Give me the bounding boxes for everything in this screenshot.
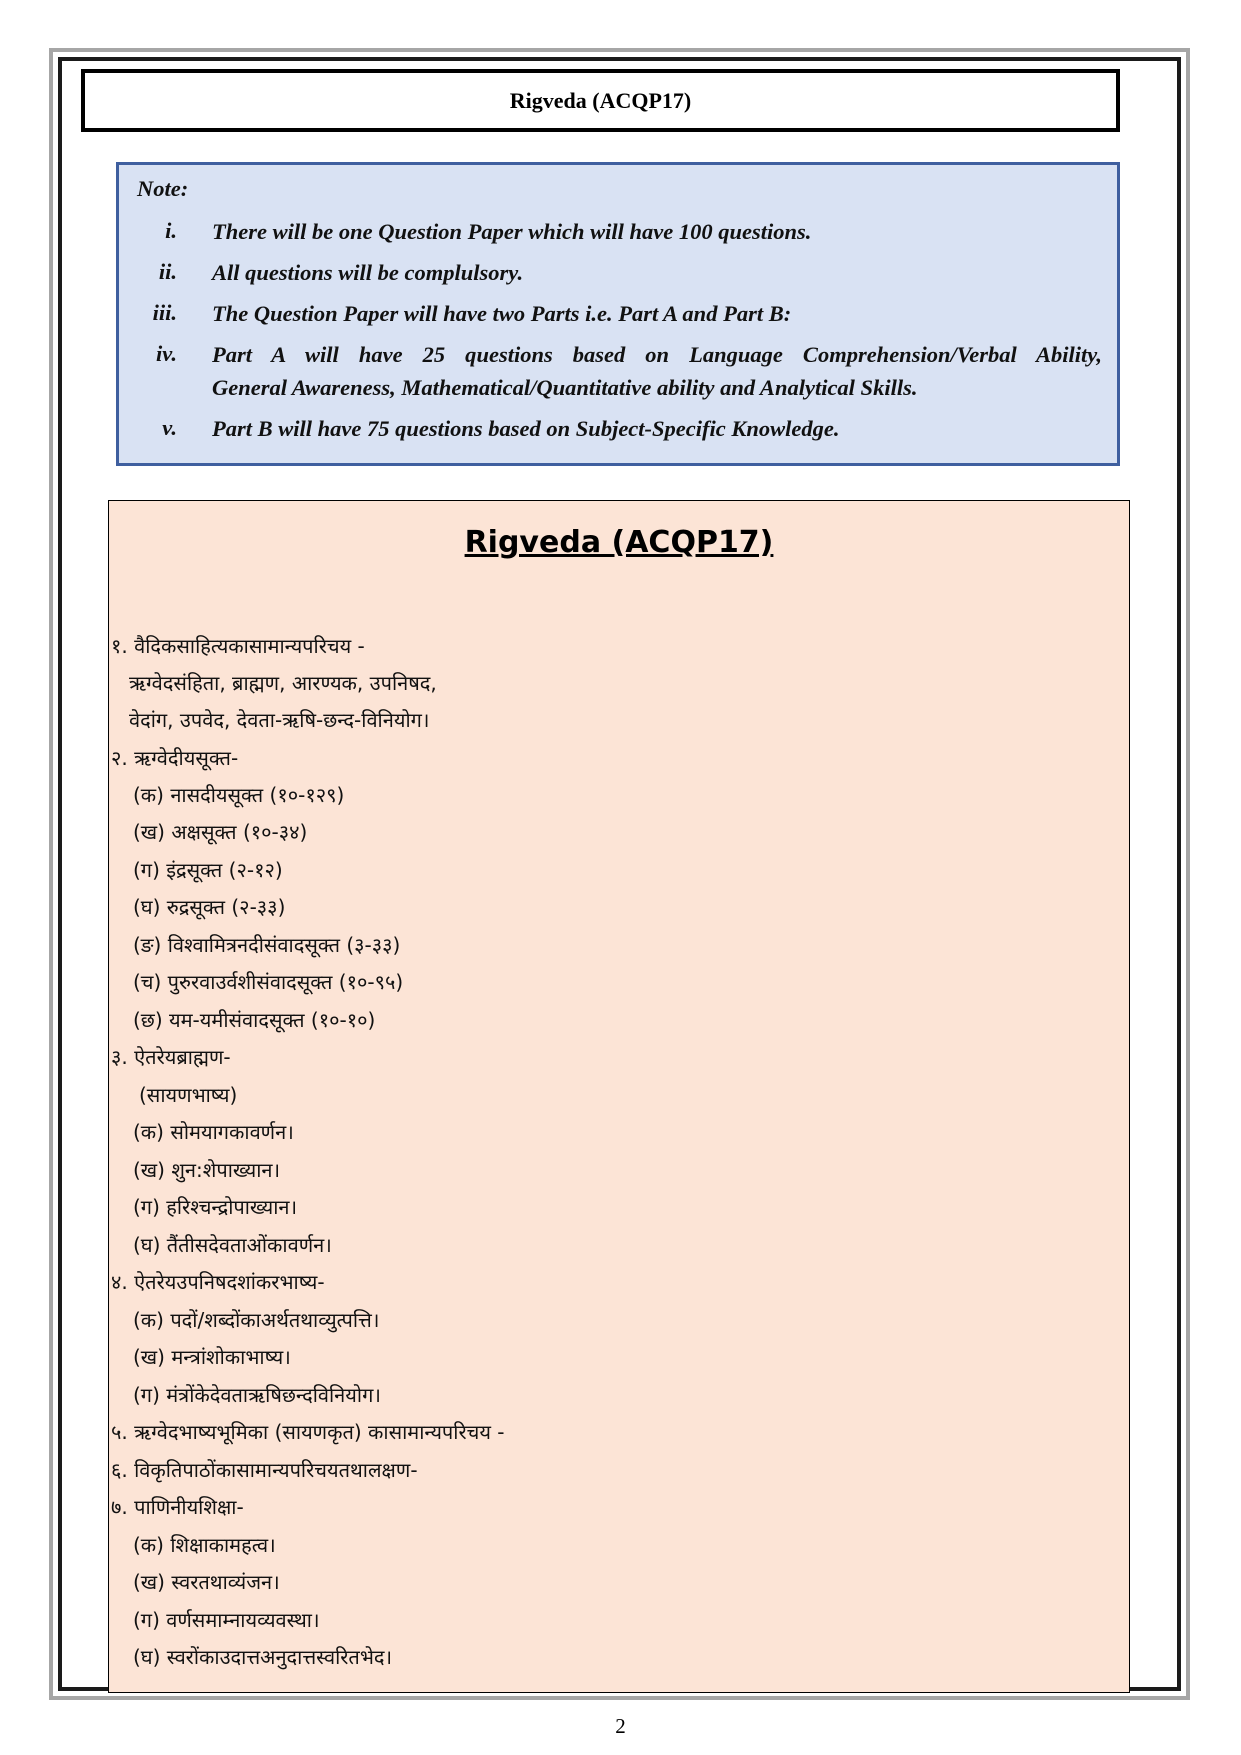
syllabus-line: (घ) रुद्रसूक्त (२-३३) bbox=[133, 895, 286, 919]
syllabus-section-heading: ७. पाणिनीयशिक्षा- bbox=[111, 1495, 244, 1519]
note-label: Note: bbox=[137, 176, 189, 201]
syllabus-line: (च) पुरुरवाउर्वशीसंवादसूक्त (१०-९५) bbox=[133, 970, 404, 994]
syllabus-line: (घ) स्वरोंकाउदात्तअनुदात्तस्वरितभेद। bbox=[133, 1645, 393, 1669]
page-title: Rigveda (ACQP17) bbox=[81, 69, 1120, 132]
syllabus-line: (ख) स्वरतथाव्यंजन। bbox=[133, 1570, 280, 1594]
syllabus-section-heading: ६. विकृतिपाठोंकासामान्यपरिचयतथालक्षण- bbox=[111, 1458, 418, 1482]
note-item-number: i. bbox=[165, 218, 177, 243]
syllabus-line: (ङ) विश्वामित्रनदीसंवादसूक्त (३-३३) bbox=[133, 933, 401, 957]
syllabus-line: (क) शिक्षाकामहत्व। bbox=[133, 1533, 276, 1557]
syllabus-box bbox=[108, 500, 1130, 1693]
syllabus-line: (ग) वर्णसमाम्नायव्यवस्था। bbox=[133, 1608, 320, 1632]
syllabus-line: (ख) अक्षसूक्त (१०-३४) bbox=[133, 820, 308, 844]
note-item-text: Part A will have 25 questions based on Language Comprehension/Verbal Ability, bbox=[212, 342, 1102, 367]
syllabus-section-heading: ४. ऐतरेयउपनिषदशांकरभाष्य- bbox=[111, 1270, 325, 1294]
syllabus-section-heading: २. ऋग्वेदीयसूक्त- bbox=[111, 746, 239, 770]
note-box bbox=[116, 162, 1120, 466]
syllabus-section-heading: १. वैदिकसाहित्यकासामान्यपरिचय - bbox=[111, 634, 365, 658]
syllabus-line: ऋग्वेदसंहिता, ब्राह्मण, आरण्यक, उपनिषद, bbox=[129, 671, 437, 695]
syllabus-line: (क) सोमयागकावर्णन। bbox=[133, 1120, 294, 1144]
syllabus-line: (घ) तैंतीसदेवताओंकावर्णन। bbox=[133, 1233, 332, 1257]
syllabus-line: (सायणभाष्य) bbox=[139, 1083, 238, 1107]
note-item-number: iii. bbox=[152, 300, 177, 325]
note-item-number: ii. bbox=[158, 259, 177, 284]
syllabus-title: Rigveda (ACQP17) bbox=[464, 525, 774, 560]
page-number: 2 bbox=[615, 1714, 626, 1738]
note-item-text-continued: General Awareness, Mathematical/Quantitative ability and Analytical Skills. bbox=[212, 375, 918, 400]
note-item-text: There will be one Question Paper which will have 100 questions. bbox=[212, 219, 812, 244]
syllabus-line: (छ) यम-यमीसंवादसूक्त (१०-१०) bbox=[133, 1008, 376, 1032]
syllabus-line: वेदांग, उपवेद, देवता-ऋषि-छन्द-विनियोग। bbox=[129, 708, 430, 732]
syllabus-section-heading: ३. ऐतरेयब्राह्मण- bbox=[111, 1045, 231, 1069]
syllabus-line: (क) पदों/शब्दोंकाअर्थतथाव्युत्पत्ति। bbox=[133, 1308, 380, 1332]
syllabus-line: (क) नासदीयसूक्त (१०-१२९) bbox=[133, 783, 345, 807]
note-item-number: iv. bbox=[155, 341, 177, 366]
note-item-number: v. bbox=[162, 415, 177, 440]
syllabus-line: (ख) शुन:शेपाख्यान। bbox=[133, 1158, 281, 1182]
syllabus-line: (ग) मंत्रोंकेदेवताऋषिछन्दविनियोग। bbox=[133, 1383, 381, 1407]
syllabus-section-heading: ५. ऋग्वेदभाष्यभूमिका (सायणकृत) कासामान्यपरिचय - bbox=[111, 1420, 505, 1444]
syllabus-line: (ग) हरिश्चन्द्रोपाख्यान। bbox=[133, 1195, 298, 1219]
note-item-text: All questions will be complulsory. bbox=[212, 260, 524, 285]
note-item-text: The Question Paper will have two Parts i.e. Part A and Part B: bbox=[212, 301, 792, 326]
syllabus-line: (ख) मन्त्रांशोकाभाष्य। bbox=[133, 1345, 291, 1369]
syllabus-line: (ग) इंद्रसूक्त (२-१२) bbox=[133, 858, 283, 882]
note-item-text: Part B will have 75 questions based on Subject-Specific Knowledge. bbox=[212, 416, 840, 441]
